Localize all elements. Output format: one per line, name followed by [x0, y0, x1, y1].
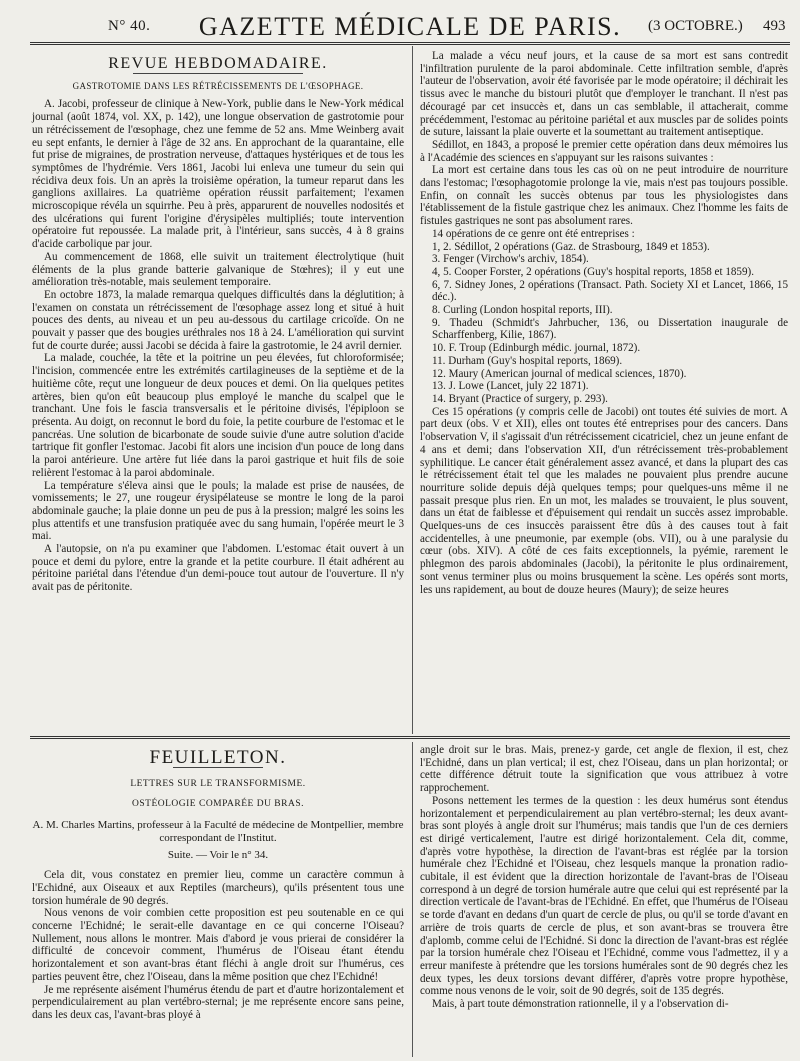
feuilleton-suite: Suite. — Voir le n° 34.: [167, 848, 269, 861]
feuilleton-paragraph: Nous venons de voir combien cette proposition est peu soutenable en ce qui concerne l'Echidné; le serait-elle davantage en ce qui concerne l'Oiseau? Nullement, nous allons le montrer. Mais d'abord je vous prierai de considérer la difficulté de concevoir comment, l'humérus de l'Oiseau étant étendu horizontalement et son avant-bras étant fléchi à angle droit sur l'humérus, ces parties peuvent être, chez l'Oiseau, dans la même position que chez l'Echidné!: [32, 907, 404, 983]
feuilleton-paragraph: Mais, à part toute démonstration rationnelle, il y a l'observation di-: [432, 998, 729, 1011]
feuilleton-topic: OSTÉOLOGIE COMPARÉE DU BRAS.: [132, 799, 304, 810]
operations-list: [420, 241, 788, 406]
operation-item: 8. Curling (London hospital reports, III).: [432, 304, 613, 317]
operation-item: 3. Fenger (Virchow's archiv, 1854).: [432, 253, 589, 266]
newspaper-title: GAZETTE MÉDICALE DE PARIS.: [198, 12, 622, 41]
revue-paragraph: En octobre 1873, la malade remarqua quelques difficultés dans la déglutition; à l'examen on constata un rétrécissement de l'œsophage assez long et situé à huit pouces des dents, au niveau et un peu au-dessous du cartilage cricoïde. On ne pouvait y passer que des bougies uréthrales nos 18 à 24. L'amélioration qui survint fut de courte durée; aussi Jacobi se décida à faire la gastrotomie, le 24 avril dernier.: [32, 288, 404, 352]
revue-heading-rule: [133, 73, 303, 74]
feuilleton-paragraph: Posons nettement les termes de la question : les deux humérus sont étendus horizontalement et perpendiculairement au plan vertébro-sternal; les deux avant-bras sont ployés à angle droit sur l'humérus; mais tandis que l'un de ces derniers est dirigé verticalement, l'autre est dirigé horizontalement. Cela dit, comme, d'après votre hypothèse, la direction de l'avant-bras est réglée par la torsion humérale chez l'Echidné et l'Oiseau, chez lesquels manque la pronation radio-cubitale, il est évident que la direction horizontale de l'avant-bras de l'Oiseau correspond à un degré de torsion humérale autre que celui qui est représenté par la direction verticale de l'avant-bras de l'Echidné. En effet, que l'humérus de l'Oiseau se torde d'avant en dedans d'un quart de cercle de plus, ou qu'il se torde d'avant en arrière de trois quarts de cercle de plus, et son avant-bras se trouvera être d'aplomb, comme celui de l'Echidné. Si donc la direction de l'avant-bras est réglée par la torsion humérale chez l'Oiseau et l'Echidné, comme vous l'admettez, il y a erreur manifeste à prétendre que les torsions humérales sont de 90 degrés chez les deux types, les deux torsions devant différer, d'après votre propre hypothèse, comme nous venons de le voir, soit de 90 degrés, soit de 135 degrés.: [420, 794, 788, 998]
operation-item: 11. Durham (Guy's hospital reports, 1869).: [432, 354, 623, 367]
revue-paragraph: Sédillot, en 1843, a proposé le premier cette opération dans deux mémoires lus à l'Académie des sciences en s'appuyant sur les raisons suivantes :: [420, 138, 788, 164]
issue-number: N° 40.: [108, 18, 151, 34]
feuilleton-right-column: [420, 744, 788, 1011]
revue-paragraph: La température s'éleva ainsi que le pouls; la malade est prise de nausées, de vomissements; le 27, une rougeur érysipélateuse se montre le long de la paroi abdominale gauche; la plaie donne un peu de pus à la pression; malgré les soins les plus attentifs et une transfusion pratiquée avec du sang humain, l'opérée meurt le 3 mai.: [32, 479, 404, 543]
revue-paragraph: Au commencement de 1868, elle suivit un traitement électrolytique (huit éléments de la plus grande batterie galvanique de Stœhres); il y eut une amélioration très-notable, mais seulement temporaire.: [32, 250, 404, 289]
feuilleton-subheading: LETTRES SUR LE TRANSFORMISME.: [130, 778, 306, 789]
feuilleton-dedication: A. M. Charles Martins, professeur à la Faculté de médecine de Montpellier, membre correspondant de l'Institut.: [32, 819, 404, 844]
masthead: [30, 12, 790, 40]
operation-item: 10. F. Troup (Edinburgh médic. journal, 1872).: [432, 342, 641, 355]
revue-paragraph: La malade, couchée, la tête et la poitrine un peu élevées, fut chloroformisée; l'incision, commencée entre les extrémités cartilagineuses de la septième et de la huitième côte, reçut une longueur de deux pouces et demi. On lia quelques petites artères, bien qu'on eût beaucoup plus employé le manche du scalpel que le tranchant. Une fois le fascia transversalis et le péritoine divisés, l'épiploon se présenta. Au doigt, on reconnut le bord du foie, la petite courbure de l'estomac et le pancréas. Une solution de bicarbonate de soude suivie d'une autre solution d'acide tartrique fit gonfler l'estomac. Jacobi fit alors une incision d'un pouce de long dans la paroi antérieure. Une artère fut liée dans la paroi gastrique et huit fils de soie relièrent l'estomac à la paroi abdominale.: [32, 352, 404, 479]
operation-item: 1, 2. Sédillot, 2 opérations (Gaz. de Strasbourg, 1849 et 1853).: [432, 240, 710, 253]
revue-paragraph: La malade a vécu neuf jours, et la cause de sa mort est sans contredit l'infiltration purulente de la paroi abdominale. Cette infiltration semble, d'après l'auteur de l'observation, avoir été favorisée par le mode opératoire; il déchirait les tissus avec le manche du bistouri plutôt que d'employer le tranchant. Il n'est pas découragé par cet insuccès et, dans un cas semblable, il attacherait, comme précédemment, l'estomac au péritoine pariétal et aux muscles par de solides points de suture, laissant la plaie ouverte et la soumettant au traitement antiseptique.: [420, 50, 788, 139]
revue-paragraph: A l'autopsie, on n'a pu examiner que l'abdomen. L'estomac était ouvert à un pouce et demi du pylore, entre la grande et la petite courbure. Il était adhérent au péritoine pariétal dans l'étendue d'un demi-pouce tout autour de l'ouverture. Il n'y avait pas de péritonite.: [32, 543, 404, 594]
feuilleton-paragraph: Je me représente aisément l'humérus étendu de part et d'autre horizontalement et perpendiculairement au plan vertébro-sternal; je me représente encore sans peine, dans les deux cas, l'avant-bras ployé à: [32, 983, 404, 1021]
revue-paragraph: 14 opérations de ce genre ont été entreprises :: [432, 227, 635, 240]
feuilleton-paragraph: angle droit sur le bras. Mais, prenez-y garde, cet angle de flexion, il est, chez l'Echidné, dans un plan vertical; il est, chez l'Oiseau, dans un plan horizontal; or cette différence détruit toute la signification que vous attribuez à votre rapprochement.: [420, 744, 788, 795]
column-divider: [412, 46, 413, 734]
feuilleton-heading: FEUILLETON.: [149, 747, 287, 768]
operation-item: 4, 5. Cooper Forster, 2 opérations (Guy's hospital reports, 1858 et 1859).: [432, 265, 754, 278]
revue-subheading: GASTROTOMIE DANS LES RÉTRÉCISSEMENTS DE L'ŒSOPHAGE.: [72, 80, 364, 91]
feuilleton-rule: [30, 736, 790, 739]
revue-heading: REVUE HEBDOMADAIRE.: [108, 55, 328, 72]
feuilleton-paragraph: Cela dit, vous constatez en premier lieu, comme un caractère commun à l'Echidné, aux Oiseaux et aux Reptiles (marcheurs), qu'ils présentent tous une torsion humérale de 90 degrés.: [32, 869, 404, 907]
page-number: 493: [763, 18, 786, 34]
operation-item: 13. J. Lowe (Lancet, july 22 1871).: [432, 380, 589, 393]
column-divider: [412, 742, 413, 1057]
issue-date: (3 OCTOBRE.): [648, 18, 743, 34]
operation-item: 12. Maury (American journal of medical sciences, 1870).: [432, 367, 687, 380]
operation-item: 9. Thadeu (Schmidt's Jahrbucher, 136, ou Dissertation inaugurale de Scharffenberg, Kilie, 1867).: [432, 316, 788, 342]
feuilleton-left-column: [32, 748, 404, 1022]
revue-right-column: [420, 50, 788, 596]
operation-item: 14. Bryant (Practice of surgery, p. 293).: [432, 392, 608, 405]
revue-left-column: [32, 55, 404, 594]
revue-paragraph: A. Jacobi, professeur de clinique à New-York, publie dans le New-York médical journal (août 1874, vol. XX, p. 142), une longue observation de gastrotomie pour un rétrécissement de l'œsophage, chez une femme de 52 ans. Mme Weinberg avait eu sept enfants, le dernier à l'âge de 32 ans. En approchant de la quarantaine, elle fut prise de migraines, de prostration nerveuse, d'attaques hystériques et de tous les symptômes de l'hydrémie. Vers 1861, Jacobi lui enleva une tumeur du sein qui récidiva deux fois. Un an après la troisième opération, la tumeur reparut dans les ganglions axillaires. La quatrième opération réussit parfaitement; l'examen microscopique révéla un squirrhe. Peu à près, apparurent de nouvelles nodosités et des ulcérations qui furent l'origine d'érysipèles multipliés; toute intervention opératoire fut repoussée. La malade prit, à l'intérieur, sans succès, 4 à 8 grains d'acide carbolique par jour.: [32, 98, 404, 251]
revue-paragraph: La mort est certaine dans tous les cas où on ne peut introduire de nourriture dans l'estomac; l'œsophagotomie prolonge la vie, mais n'est pas toujours possible. Enfin, on connaît les succès obtenus par tous les physiologistes dans l'établissement de la fistule gastrique chez les animaux. Chez l'homme les faits de fistules gastriques ne sont pas absolument rares.: [420, 164, 788, 228]
operation-item: 6, 7. Sidney Jones, 2 opérations (Transact. Path. Society XI et Lancet, 1866, 15 déc.).: [432, 278, 788, 304]
revue-paragraph: Ces 15 opérations (y compris celle de Jacobi) ont toutes été suivies de mort. A part deux (obs. V et XII), elles ont toutes été entreprises pour des cancers. Dans l'observation V, il s'agissait d'un rétrécissement cicatriciel, chez un jeune enfant de 4 ans et demi; dans l'observation XII, d'un rétrécissement très-probablement syphilitique. Le cancer était généralement assez avancé, et dans la plupart des cas le rétrécissement était tel que les malades ne pouvaient plus prendre aucune nourriture solide depuis déjà quelques temps; pour quelques-uns même il ne passait presque plus rien. En un mot, les malades se trouvaient, le plus souvent, dans un état de faiblesse et d'épuisement qui rendait un succès assez improbable. Quelques-uns de ces insuccès paraissent être dûs à des causes tout à fait accidentelles, à une pneumonie, par exemple (obs. VII), ou à une paralysie du cœur (obs. XIV). A côté de ces faits exceptionnels, la pyémie, rarement le phlegmon des parois abdominales (Jacobi), la péritonite le plus ordinairement, sont venus terminer plus ou moins brusquement la scène. Les opérés sont morts, les uns rapidement, au bout de douze heures (Maury); de seize heures: [420, 405, 788, 596]
header-rule: [30, 42, 790, 45]
